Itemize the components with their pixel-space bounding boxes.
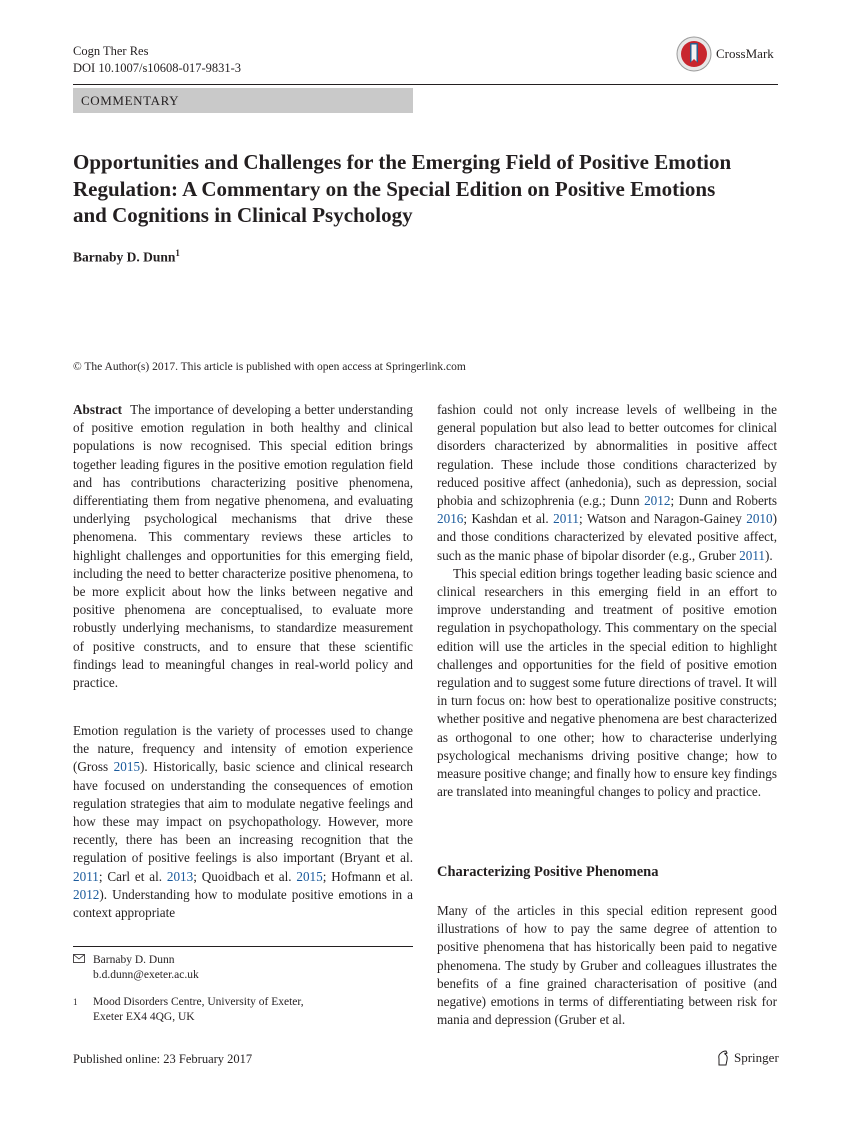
- springer-logo[interactable]: [716, 1050, 779, 1066]
- citation-link[interactable]: 2012: [644, 493, 671, 509]
- body-text: ).: [765, 547, 773, 563]
- citation-link[interactable]: 2011: [739, 547, 766, 563]
- envelope-icon: [73, 953, 93, 968]
- affiliation-mark: 1: [73, 997, 78, 1007]
- article-title: Opportunities and Challenges for the Emerging Field of Positive Emotion Regulation: A Commentary on the Special Edition on Positive Emotions and Cognitions in Clinical Psychology: [73, 150, 732, 227]
- footnote-divider: [73, 946, 413, 947]
- affiliation-line: Mood Disorders Centre, University of Exeter,: [93, 996, 304, 1008]
- citation-link[interactable]: 2015: [113, 759, 141, 775]
- citation-link[interactable]: 2010: [746, 511, 773, 527]
- published-date: Published online: 23 February 2017: [73, 1052, 253, 1066]
- contact-email[interactable]: b.d.dunn@exeter.ac.uk: [93, 968, 199, 981]
- header-divider: [73, 84, 778, 85]
- abstract-text: The importance of developing a better understanding of positive emotion regulation in both healthy and clinical populations is now recognised. This special edition brings together leading figures in the positive emotion regulation field and has contributions characterizing positive phenomena, differentiating them from negative phenomena, and evaluating underlying psychological mechanisms that drive these phenomena. This commentary reviews these articles to highlight challenges and opportunities for this emerging field, including the need to better characterize positive phenomena, to be more explicit about how the links between negative and positive phenomena are conceptualised, to evaluate more robustly underlying mechanisms, to standardize measurement of positive constructs, and to ensure that these scientific findings lead to meaningful changes in real-world policy and practice.: [73, 402, 413, 691]
- author: [73, 248, 180, 266]
- author-name[interactable]: Barnaby D. Dunn: [73, 249, 176, 265]
- journal-header: [73, 43, 241, 77]
- body-text: ) and those conditions characterized by elevated positive affect, such as the manic phase of bipolar disorder (e.g., Gruber: [437, 511, 777, 563]
- citation-link[interactable]: 2013: [166, 868, 194, 884]
- body-paragraph: Many of the articles in this special edition represent good illustrations of how to pay the same degree of attention to positive phenomena that has historically been paid to negative phenomena. The study by Gruber and colleagues illustrates the benefits of a fine grained characterisation of positive (and negative) emotions in terms of differentiating between risk for mania and depression (Gruber et al.: [437, 903, 777, 1028]
- crossmark-icon: [676, 36, 712, 72]
- body-text: ; Kashdan et al.: [463, 511, 554, 527]
- citation-link[interactable]: 2012: [73, 886, 100, 902]
- contact-name: Barnaby D. Dunn: [93, 954, 175, 966]
- author-affil-mark: 1: [175, 248, 180, 258]
- journal-name: Cogn Ther Res: [73, 44, 149, 58]
- affiliation-footnote: [73, 995, 304, 1024]
- doi[interactable]: DOI 10.1007/s10608-017-9831-3: [73, 61, 242, 75]
- crossmark-badge[interactable]: [676, 35, 784, 73]
- section-heading: Characterizing Positive Phenomena: [437, 864, 659, 880]
- citation-link[interactable]: 2015: [296, 868, 323, 884]
- abstract-label: Abstract: [73, 402, 123, 417]
- intro-paragraph: [73, 722, 413, 922]
- right-column-body: [437, 401, 777, 801]
- body-text: ; Dunn and Roberts: [670, 493, 777, 509]
- section-paragraph: [437, 902, 777, 1029]
- citation-link[interactable]: 2011: [73, 868, 99, 884]
- publisher-name: Springer: [734, 1050, 779, 1065]
- body-text: ; Quoidbach et al.: [193, 868, 297, 884]
- body-text: ; Watson and Naragon-Gainey: [579, 511, 747, 527]
- copyright-notice: © The Author(s) 2017. This article is published with open access at Springerlink.com: [73, 361, 466, 373]
- body-text: fashion could not only increase levels of wellbeing in the general population but also lead to better outcomes for clinical disorders characterized by abnormalities in positive affect regulation. These include those conditions characterized by reduced positive affect (anhedonia), such as depression, social phobia and schizophrenia (e.g.; Dunn: [437, 402, 777, 509]
- corresponding-author-footnote: [73, 953, 199, 982]
- body-text: ). Understanding how to modulate positive emotions in a context appropriate: [73, 886, 413, 921]
- article-category: COMMENTARY: [73, 88, 413, 113]
- crossmark-label: CrossMark: [716, 46, 774, 61]
- body-text: Emotion regulation is the variety of processes used to change the nature, frequency and intensity of emotion experience (Gross: [73, 723, 413, 775]
- body-text: ; Carl et al.: [98, 868, 167, 884]
- body-paragraph: This special edition brings together leading basic science and clinical researchers in this emerging field in an effort to improve understanding and treatment of positive emotion regulation in psychopathology. This commentary on the special edition will use the articles in the special edition to highlight challenges and opportunities for the field of positive emotion regulation and to suggest some future directions of travel. It will in turn focus on: how best to operationalize positive constructs; whether positive and negative phenomena are best characterized as orthogonal to one other; how to characterise underlying psychological mechanisms driving positive change; how to measure positive change; and finally how to ensure key findings are translated into meaningful changes to policy and practice.: [437, 565, 777, 800]
- abstract: [73, 401, 413, 692]
- citation-link[interactable]: 2011: [553, 511, 580, 527]
- affiliation-line: Exeter EX4 4QG, UK: [93, 1010, 195, 1023]
- body-text: ; Hofmann et al.: [322, 868, 413, 884]
- intro-paragraph-continued: [437, 401, 777, 565]
- springer-horse-icon: [716, 1050, 730, 1066]
- citation-link[interactable]: 2016: [437, 511, 464, 527]
- body-text: ). Historically, basic science and clinical research have focused on understanding the consequences of emotion regulation strategies that aim to modulate negative feelings and how these may impact on psychopathology. However, more recently, there has been an increasing recognition that the regulation of positive feelings is also important (Bryant et al.: [73, 759, 413, 866]
